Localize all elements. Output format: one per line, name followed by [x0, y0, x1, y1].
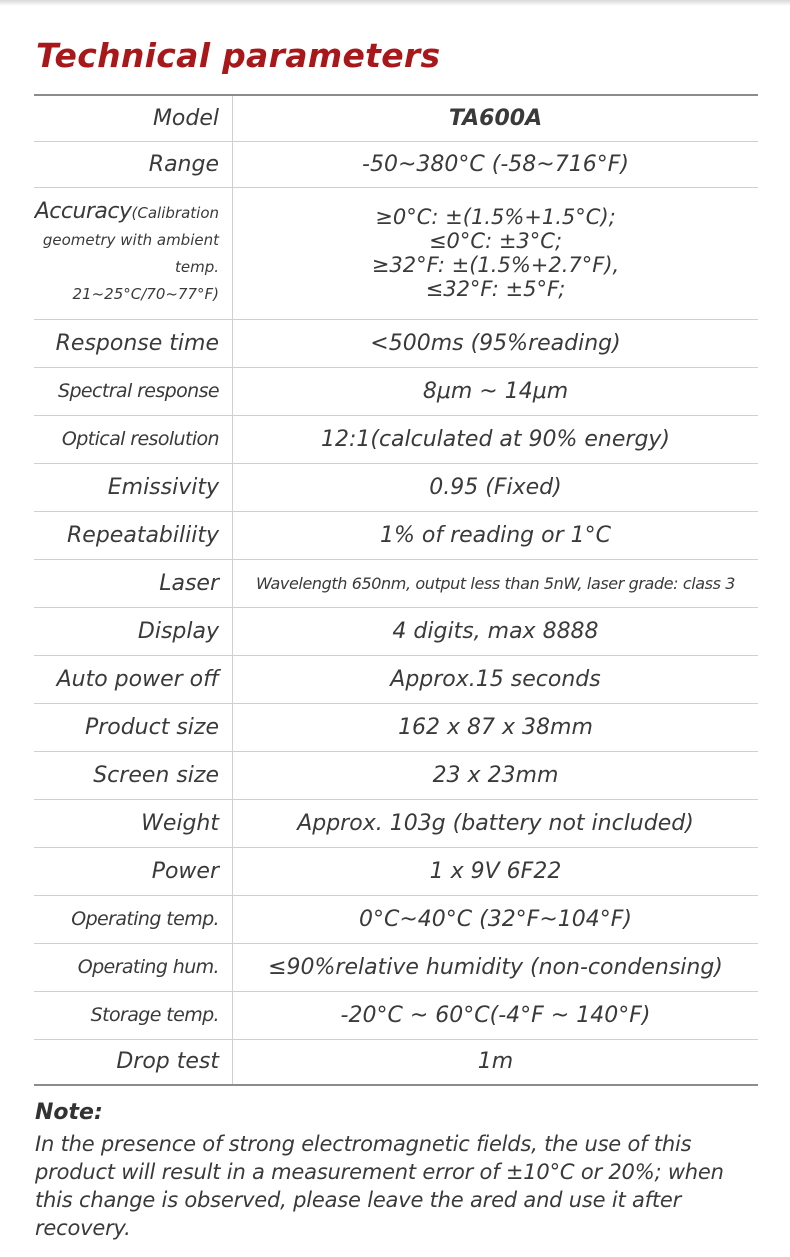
row-label: Laser: [34, 559, 233, 607]
row-label: Storage temp.: [34, 991, 233, 1039]
page-title: Technical parameters: [36, 36, 441, 75]
accuracy-line: ≤0°C: ±3°C;: [428, 229, 563, 253]
row-value: 0.95 (Fixed): [233, 463, 759, 511]
table-row: [34, 415, 758, 463]
row-label: Spectral response: [34, 367, 233, 415]
table-row: [34, 943, 758, 991]
table-row: [34, 607, 758, 655]
table-row: [34, 799, 758, 847]
table-row: [34, 141, 758, 187]
row-label: Operating hum.: [34, 943, 233, 991]
note-title: Note:: [35, 1100, 103, 1125]
row-label: Response time: [34, 319, 233, 367]
table-row: [34, 751, 758, 799]
table-row: [34, 187, 758, 319]
row-value: 23 x 23mm: [233, 751, 759, 799]
row-value: 1m: [477, 1049, 514, 1075]
table-row: [34, 991, 758, 1039]
row-value: 4 digits, max 8888: [233, 607, 759, 655]
row-label: Model: [34, 95, 233, 141]
table-row: [34, 367, 758, 415]
table-row: [34, 511, 758, 559]
row-value: 1 x 9V 6F22: [233, 847, 759, 895]
row-value: Approx. 103g (battery not included): [233, 799, 759, 847]
table-row: [34, 655, 758, 703]
table-row: [34, 703, 758, 751]
accuracy-line: ≥0°C: ±(1.5%+1.5°C);: [375, 205, 616, 229]
table-row: [34, 95, 758, 141]
table-row: [34, 1039, 758, 1085]
row-label-accuracy: [34, 187, 233, 319]
row-value: 162 x 87 x 38mm: [233, 703, 759, 751]
row-value: 12:1(calculated at 90% energy): [233, 415, 759, 463]
row-label: Drop test: [34, 1039, 233, 1085]
table-row: [34, 463, 758, 511]
spec-table: [34, 94, 758, 1086]
row-value: TA600A: [233, 95, 759, 141]
row-label: Auto power off: [34, 655, 233, 703]
accuracy-line: ≤32°F: ±5°F;: [425, 277, 566, 301]
table-row: [34, 319, 758, 367]
row-value: Wavelength 650nm, output less than 5nW, laser grade: class 3: [233, 559, 759, 607]
row-label: Weight: [34, 799, 233, 847]
row-label: Power: [34, 847, 233, 895]
row-value: ≤90%relative humidity (non-condensing): [233, 943, 759, 991]
accuracy-label: Accuracy: [34, 199, 132, 224]
accuracy-label-note: (Calibration geometry with ambient temp. 21~25°C/70~77°F): [42, 204, 219, 303]
row-value: 0°C~40°C (32°F~104°F): [233, 895, 759, 943]
row-value: Approx.15 seconds: [233, 655, 759, 703]
table-row: [34, 847, 758, 895]
row-label: Optical resolution: [34, 415, 233, 463]
row-label: Repeatabiliity: [34, 511, 233, 559]
row-value: -50~380°C (-58~716°F): [233, 141, 759, 187]
note-text: In the presence of strong electromagnetic fields, the use of this product will result in a measurement error of ±10°C or 20%; when this change is observed, please leave the ared and use it after recovery.: [35, 1132, 724, 1240]
row-value: -20°C ~ 60°C(-4°F ~ 140°F): [233, 991, 759, 1039]
row-label: Range: [34, 141, 233, 187]
table-row: [34, 895, 758, 943]
row-label: Product size: [34, 703, 233, 751]
top-shadow: [0, 0, 790, 6]
row-value-accuracy: [233, 187, 759, 319]
row-label: Display: [34, 607, 233, 655]
accuracy-line: ≥32°F: ±(1.5%+2.7°F),: [371, 253, 620, 277]
row-label: Operating temp.: [34, 895, 233, 943]
row-label: Screen size: [34, 751, 233, 799]
row-value: <500ms (95%reading): [233, 319, 759, 367]
row-value: 1% of reading or 1°C: [233, 511, 759, 559]
table-row: [34, 559, 758, 607]
row-value: 8μm ~ 14μm: [233, 367, 759, 415]
row-label: Emissivity: [34, 463, 233, 511]
